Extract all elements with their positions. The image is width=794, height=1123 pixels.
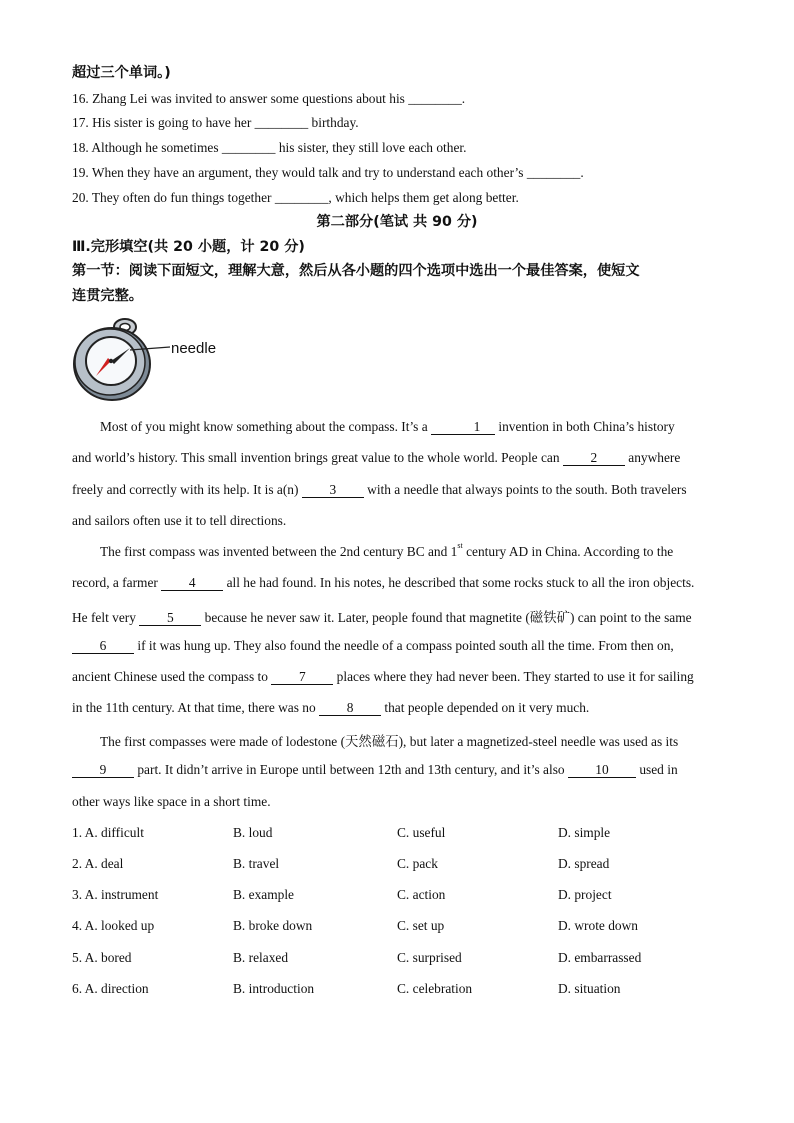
passage-line (72, 419, 722, 435)
option-a[interactable]: 4. A. looked up (72, 918, 155, 933)
option-a[interactable]: 2. A. deal (72, 856, 124, 871)
question-text: . (580, 165, 584, 180)
needle-label: needle (171, 340, 217, 357)
option-a[interactable]: 1. A. difficult (72, 825, 144, 840)
option-b[interactable]: B. introduction (233, 981, 315, 996)
question-19 (72, 164, 584, 182)
instruction-line: 连贯完整。 (72, 288, 143, 304)
question-text: When they have an argument, they would talk and try to understand each other’s (91, 165, 527, 180)
compass-figure (70, 316, 250, 406)
passage-text: because he never saw it. Later, people found that magnetite (磁铁矿) can point to the same (201, 610, 692, 625)
passage-line (72, 669, 722, 685)
passage-line (72, 762, 722, 778)
question-text: Zhang Lei was invited to answer some questions about his (92, 91, 409, 106)
passage-line (72, 513, 722, 529)
question-20 (72, 189, 519, 207)
passage-text: places where they had never been. They started to use it for sailing (333, 669, 694, 684)
option-a[interactable]: 5. A. bored (72, 950, 132, 965)
answer-blank: ________ (254, 115, 309, 130)
option-d[interactable]: D. spread (558, 856, 610, 871)
passage-line (72, 638, 722, 654)
passage-text: The first compass was invented between the 2nd century BC and 1 (100, 544, 458, 559)
question-number: 16. (72, 91, 89, 106)
question-number: 19. (72, 165, 89, 180)
superscript: st (457, 541, 463, 550)
option-a[interactable]: 3. A. instrument (72, 887, 159, 902)
question-text: birthday. (308, 115, 359, 130)
answer-blank: ________ (526, 165, 581, 180)
passage-text: invention in both China’s history (495, 419, 675, 434)
passage-text: record, a farmer (72, 575, 162, 590)
passage-line (72, 541, 722, 560)
passage-text: anywhere (624, 450, 681, 465)
passage-text: He felt very (72, 610, 140, 625)
answer-blank: ________ (274, 190, 329, 205)
section-title: Ⅲ.完形填空(共 20 小题，计 20 分) (72, 239, 305, 255)
answer-blank-10: 10 (568, 763, 636, 778)
option-a[interactable]: 6. A. direction (72, 981, 149, 996)
passage-line (72, 607, 722, 626)
answer-blank-3: 3 (302, 483, 364, 498)
answer-blank: ________ (408, 91, 462, 106)
answer-blank: ________ (221, 140, 276, 155)
question-18 (72, 139, 466, 157)
question-number: 17. (72, 115, 89, 130)
option-d[interactable]: D. simple (558, 825, 611, 840)
passage-text: and sailors often use it to tell directions. (72, 513, 287, 528)
option-c[interactable]: C. action (397, 887, 446, 902)
question-text: Although he sometimes (91, 140, 222, 155)
passage-line (72, 575, 722, 591)
option-d[interactable]: D. situation (558, 981, 621, 996)
part-title: 第二部分(笔试 共 90 分) (316, 214, 478, 230)
option-b[interactable]: B. loud (233, 825, 273, 840)
option-c[interactable]: C. surprised (397, 950, 462, 965)
question-17 (72, 114, 359, 132)
question-text: They often do fun things together (91, 190, 275, 205)
option-d[interactable]: D. embarrassed (558, 950, 642, 965)
passage-line (72, 482, 722, 498)
passage-line (72, 450, 722, 466)
option-b[interactable]: B. broke down (233, 918, 313, 933)
passage-text: century AD in China. According to the (462, 544, 674, 559)
question-number: 20. (72, 190, 89, 205)
answer-blank-8: 8 (319, 701, 381, 716)
answer-blank-9: 9 (72, 763, 134, 778)
passage-text: part. It didn’t arrive in Europe until between 12th and 13th century, and it’s also (134, 762, 568, 777)
answer-blank-1: 1 (431, 420, 495, 435)
passage-line (72, 700, 722, 716)
option-c[interactable]: C. pack (397, 856, 438, 871)
question-text: . (461, 91, 466, 106)
question-text: His sister is going to have her (92, 115, 255, 130)
passage-text: and world’s history. This small invention brings great value to the whole world. People can (72, 450, 563, 465)
instruction-line: 第一节：阅读下面短文，理解大意，然后从各小题的四个选项中选出一个最佳答案，使短文 (72, 263, 640, 279)
question-16 (72, 90, 465, 108)
option-b[interactable]: B. example (233, 887, 294, 902)
passage-text: used in (635, 762, 678, 777)
question-text: his sister, they still love each other. (275, 140, 467, 155)
answer-blank-5: 5 (139, 611, 201, 626)
passage-text: with a needle that always points to the south. Both travelers (363, 482, 687, 497)
passage-text: that people depended on it very much. (381, 700, 590, 715)
passage-text: freely and correctly with its help. It is a(n) (72, 482, 302, 497)
option-d[interactable]: D. project (558, 887, 612, 902)
passage-text: all he had found. In his notes, he described that some rocks stuck to all the iron objects. (223, 575, 695, 590)
question-text: , which helps them get along better. (328, 190, 519, 205)
passage-text: if it was hung up. They also found the needle of a compass pointed south all the time. From then on, (134, 638, 674, 653)
passage-text: other ways like space in a short time. (72, 794, 271, 809)
option-c[interactable]: C. celebration (397, 981, 473, 996)
option-b[interactable]: B. travel (233, 856, 280, 871)
answer-blank-4: 4 (161, 576, 223, 591)
passage-line (72, 731, 722, 750)
answer-blank-7: 7 (271, 670, 333, 685)
passage-text: The first compasses were made of lodestone (天然磁石), but later a magnetized-steel needle was used as its (100, 734, 679, 749)
passage-line (72, 794, 722, 810)
answer-blank-6: 6 (72, 639, 134, 654)
answer-blank-2: 2 (563, 451, 625, 466)
option-c[interactable]: C. useful (397, 825, 446, 840)
option-d[interactable]: D. wrote down (558, 918, 638, 933)
instruction-tail: 超过三个单词。) (72, 65, 171, 81)
passage-text: ancient Chinese used the compass to (72, 669, 272, 684)
option-b[interactable]: B. relaxed (233, 950, 289, 965)
passage-text: in the 11th century. At that time, there was no (72, 700, 320, 715)
question-number: 18. (72, 140, 89, 155)
passage-text: Most of you might know something about the compass. It’s a (100, 419, 432, 434)
option-c[interactable]: C. set up (397, 918, 445, 933)
